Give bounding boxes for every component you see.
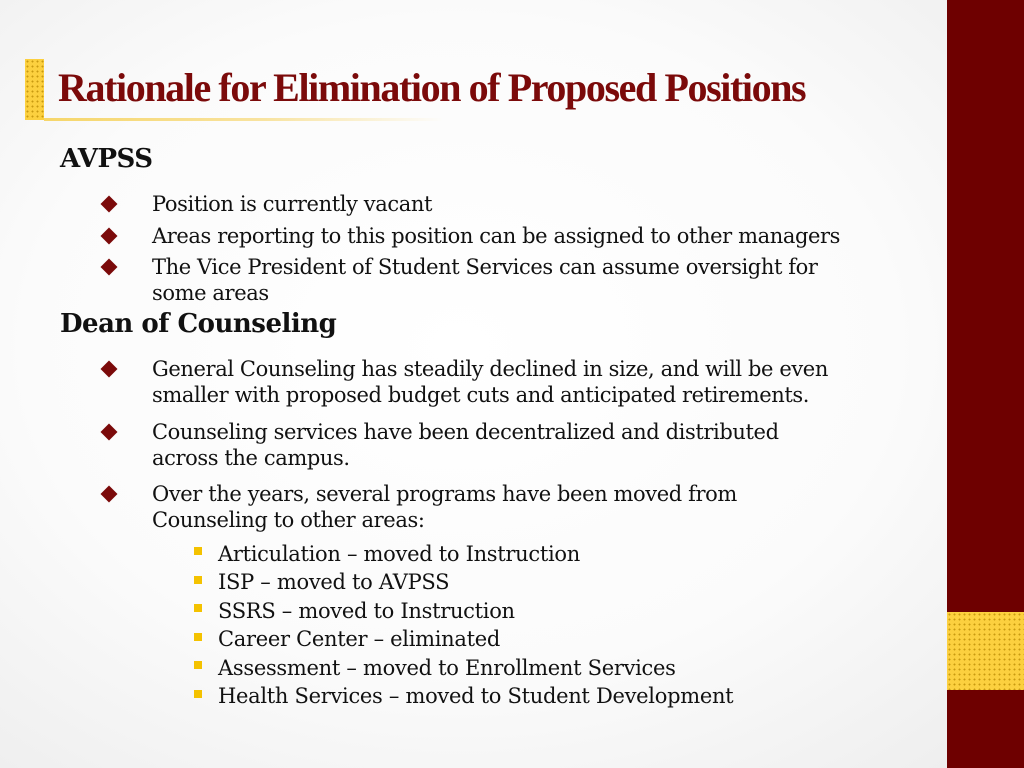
title-dotted-accent	[25, 59, 44, 120]
diamond-bullet-icon	[101, 259, 118, 276]
diamond-bullet-icon	[101, 361, 118, 378]
title-underline	[44, 118, 444, 121]
avpss-bullet-2: Areas reporting to this position can be assigned to other managers	[152, 224, 841, 248]
sub-bullet-health-services: Health Services – moved to Student Development	[218, 684, 734, 708]
slide-title: Rationale for Elimination of Proposed Positions	[58, 65, 806, 110]
sub-bullet-ssrs: SSRS – moved to Instruction	[218, 599, 515, 623]
square-bullet-icon	[194, 661, 202, 669]
diamond-bullet-icon	[101, 424, 118, 441]
counseling-bullet-1: General Counseling has steadily declined in size, and will be even smaller with proposed budget cuts and anticipated retirements.	[152, 357, 828, 407]
avpss-bullet-3: The Vice President of Student Services can assume oversight for some areas	[152, 255, 818, 305]
diamond-bullet-icon	[101, 196, 118, 213]
square-bullet-icon	[194, 604, 202, 612]
sub-bullet-career-center: Career Center – eliminated	[218, 627, 501, 651]
section-heading-dean-of-counseling: Dean of Counseling	[60, 309, 337, 339]
avpss-bullet-1: Position is currently vacant	[152, 192, 433, 216]
square-bullet-icon	[194, 690, 202, 698]
counseling-bullet-3: Over the years, several programs have been moved from Counseling to other areas:	[152, 482, 737, 532]
section-heading-avpss: AVPSS	[60, 144, 153, 174]
counseling-bullet-2: Counseling services have been decentralized and distributed across the campus.	[152, 420, 779, 470]
diamond-bullet-icon	[101, 486, 118, 503]
square-bullet-icon	[194, 576, 202, 584]
sub-bullet-isp: ISP – moved to AVPSS	[218, 570, 450, 594]
right-dotted-accent	[947, 612, 1024, 690]
sub-bullet-articulation: Articulation – moved to Instruction	[218, 542, 580, 566]
diamond-bullet-icon	[101, 228, 118, 245]
sub-bullet-assessment: Assessment – moved to Enrollment Services	[218, 656, 676, 680]
square-bullet-icon	[194, 547, 202, 555]
square-bullet-icon	[194, 633, 202, 641]
